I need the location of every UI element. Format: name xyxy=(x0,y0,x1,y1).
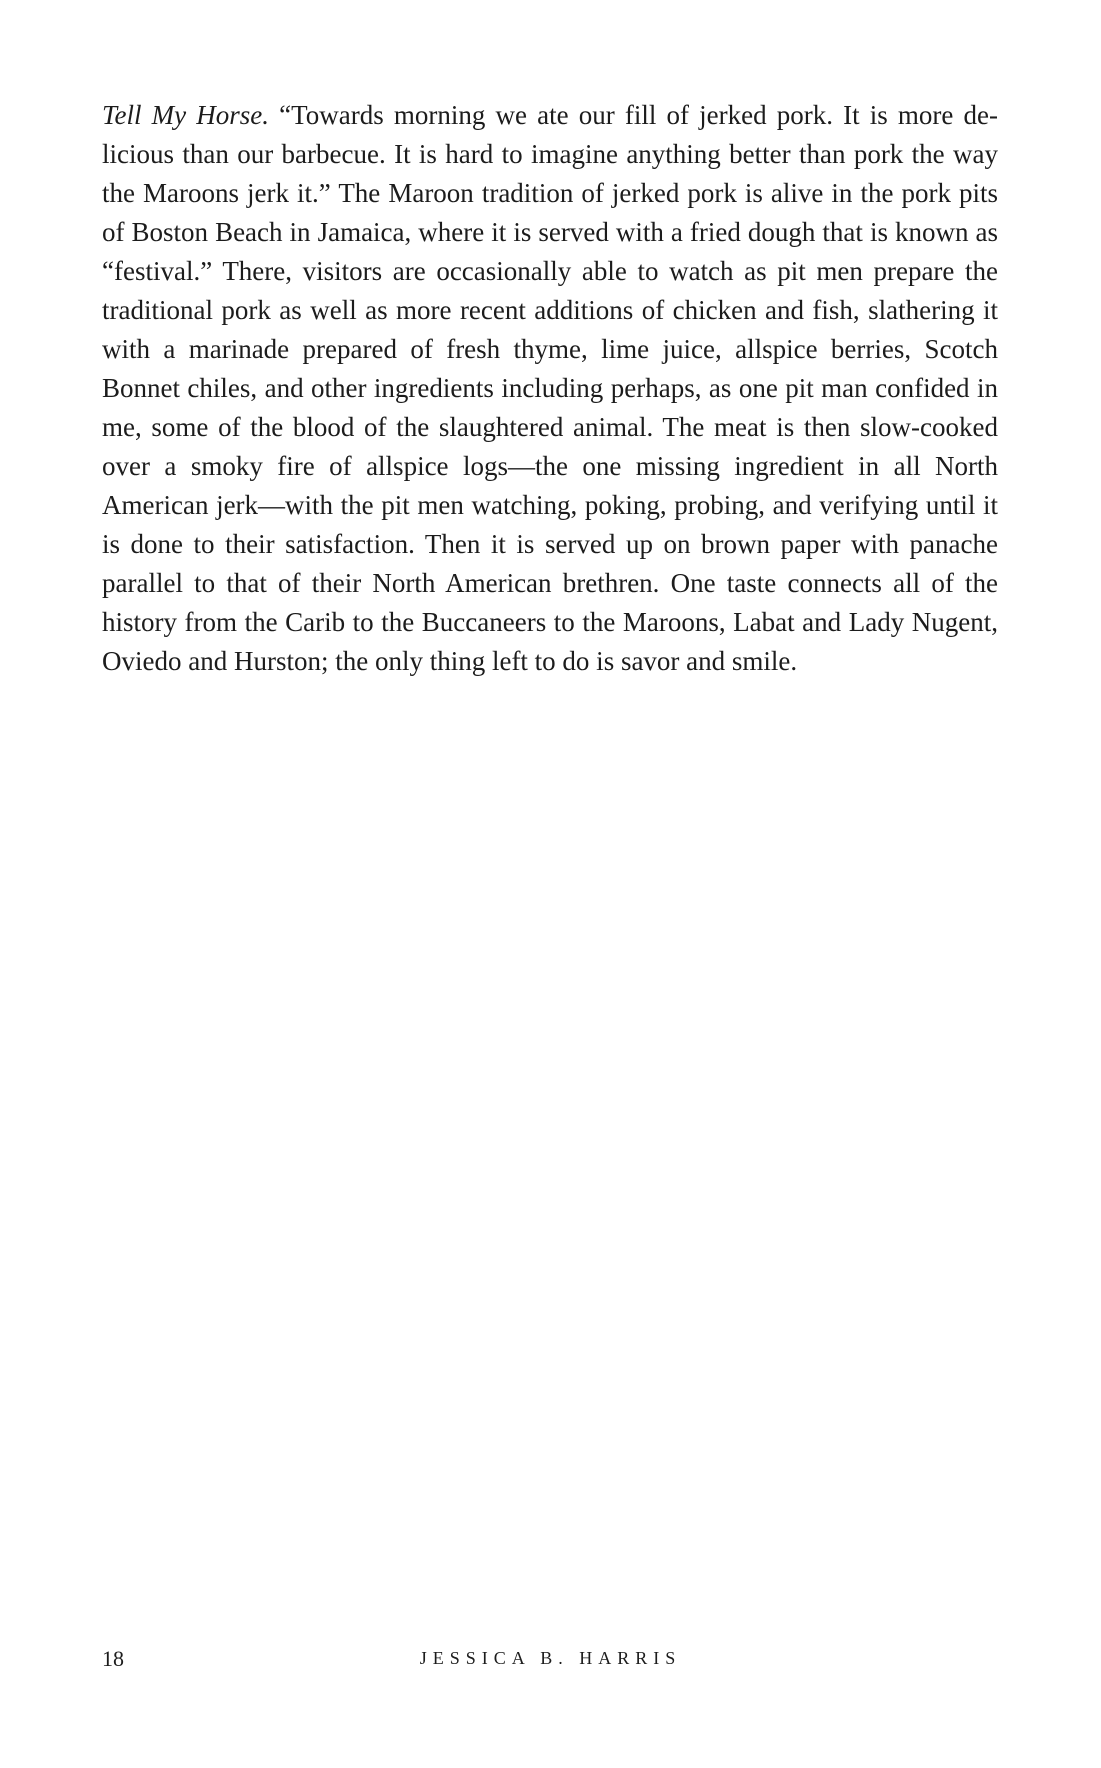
page-number: 18 xyxy=(102,1646,124,1671)
paragraph-text: “Towards morning we ate our fill of jerked pork. It is more delicious than our barbecue. It is hard to imagine anything better than pork the way the Maroons jerk it.” The Maroon tradition of jerked pork is alive in the pork pits of Boston Beach in Jamaica, where it is served with a fried dough that is known as “festival.” There, visitors are occasionally able to watch as pit men prepare the traditional pork as well as more recent additions of chicken and fish, slathering it with a marinade prepared of fresh thyme, lime juice, allspice berries, Scotch Bonnet chiles, and other ingredients including perhaps, as one pit man confided in me, some of the blood of the slaughtered animal. The meat is then slow-cooked over a smoky fire of allspice logs—the one missing ingredient in all North American jerk—with the pit men watching, poking, probing, and verifying until it is done to their satisfaction. Then it is served up on brown paper with panache parallel to that of their North American brethren. One taste connects all of the history from the Carib to the Buccaneers to the Maroons, Labat and Lady Nugent, Oviedo and Hurston; the only thing left to do is savor and smile. xyxy=(102,100,998,676)
body-paragraph xyxy=(102,96,998,681)
book-title-reference: Tell My Horse. xyxy=(102,100,270,130)
running-footer-author: JESSICA B. HARRIS xyxy=(419,1648,682,1668)
